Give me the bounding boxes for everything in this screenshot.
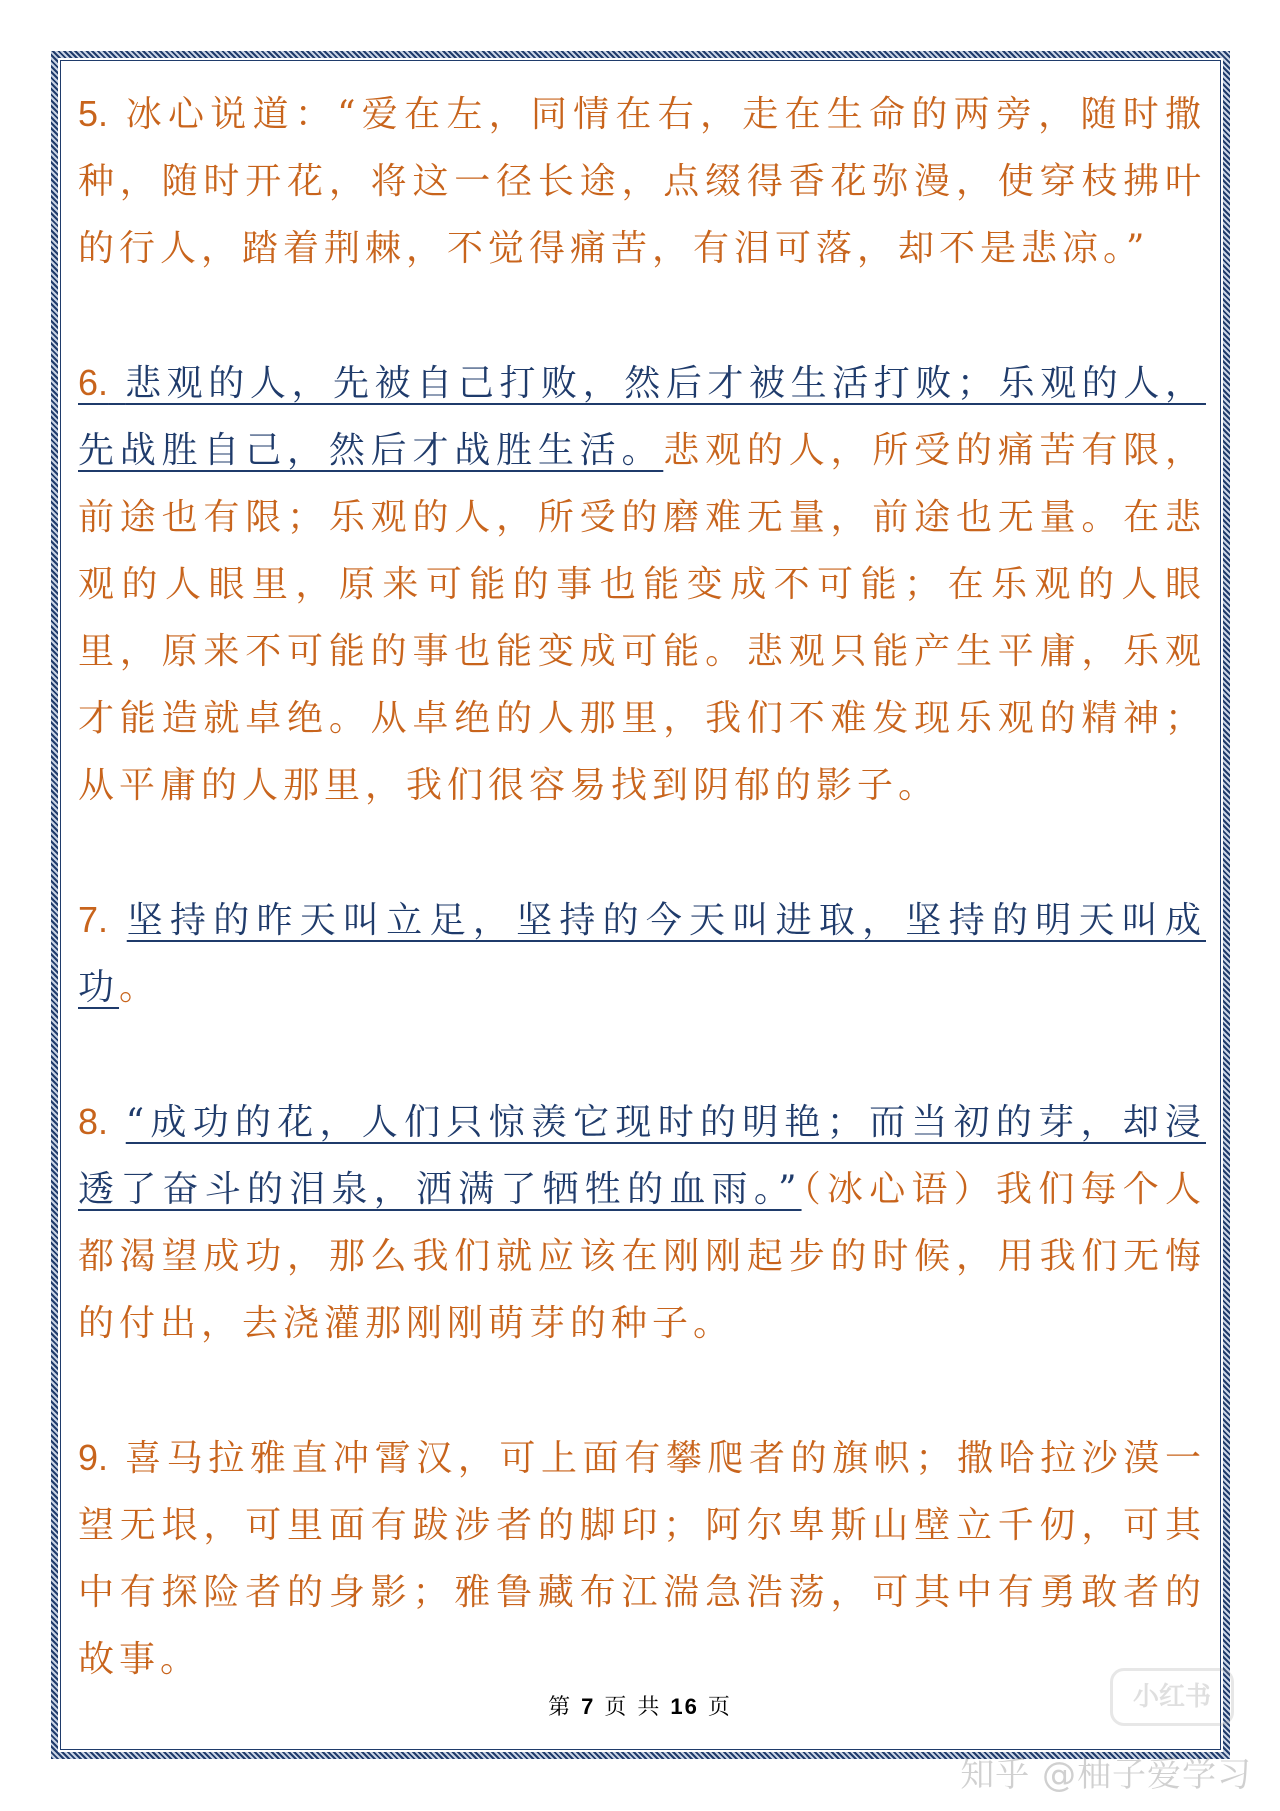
paragraph-number: 5. [78,93,109,134]
paragraph-number: 8. [78,1101,109,1142]
page-footer [0,1690,1280,1721]
paragraph-8 [78,1088,1206,1357]
paragraph-5 [78,80,1206,282]
paragraph-text: 喜马拉雅直冲霄汉，可上面有攀爬者的旗帜；撒哈拉沙漠一望无垠，可里面有跋涉者的脚印；阿尔卑斯山壁立千仞，可其中有探险者的身影；雅鲁藏布江湍急浩荡，可其中有勇敢者的故事。 [78,1438,1206,1680]
highlighted-quote: “成功的花，人们只惊羡它现时的明艳；而当初的芽，却浸透了奋斗的泪泉，洒满了牺牲的血雨。” [78,1102,1206,1210]
footer-suffix: 页 [707,1695,732,1720]
paragraph-text: 悲观的人，所受的痛苦有限，前途也有限；乐观的人，所受的磨难无量，前途也无量。在悲观的人眼里，原来可能的事也能变成不可能；在乐观的人眼里，原来不可能的事也能变成可能。悲观只能产生平庸，乐观才能造就卓绝。从卓绝的人那里，我们不难发现乐观的精神；从平庸的人那里，我们很容易找到阴郁的影子。 [78,430,1206,806]
paragraph-number: 6. [78,362,109,403]
paragraph-number: 7. [78,899,109,940]
content-area [78,80,1206,1760]
total-pages-number: 16 [670,1694,699,1719]
xiaohongshu-watermark-logo: 小红书 [1110,1668,1234,1726]
paragraph-text: 冰心说道：“爱在左，同情在右，走在生命的两旁，随时撒种，随时开花，将这一径长途，点缀得香花弥漫，使穿枝拂叶的行人，踏着荆棘，不觉得痛苦，有泪可落，却不是悲凉。” [78,94,1206,269]
paragraph-number: 9. [78,1437,109,1478]
footer-prefix: 第 [548,1695,573,1720]
paragraph-9 [78,1424,1206,1693]
current-page-number: 7 [581,1694,596,1719]
paragraph-7 [78,886,1206,1021]
paragraph-text: 。 [119,967,161,1008]
zhihu-watermark: 知乎 @柚子爱学习 [960,1755,1252,1795]
footer-middle: 页 共 [604,1695,662,1720]
highlighted-quote: 坚持的昨天叫立足，坚持的今天叫进取，坚持的明天叫成功 [78,900,1206,1008]
paragraph-text: （冰心语）我们每个人都渴望成功，那么我们就应该在刚刚起步的时候，用我们无悔的付出，去浇灌那刚刚萌芽的种子。 [78,1169,1206,1344]
paragraph-6 [78,349,1206,819]
highlighted-quote: 悲观的人，先被自己打败，然后才被生活打败；乐观的人，先战胜自己，然后才战胜生活。 [78,363,1206,471]
